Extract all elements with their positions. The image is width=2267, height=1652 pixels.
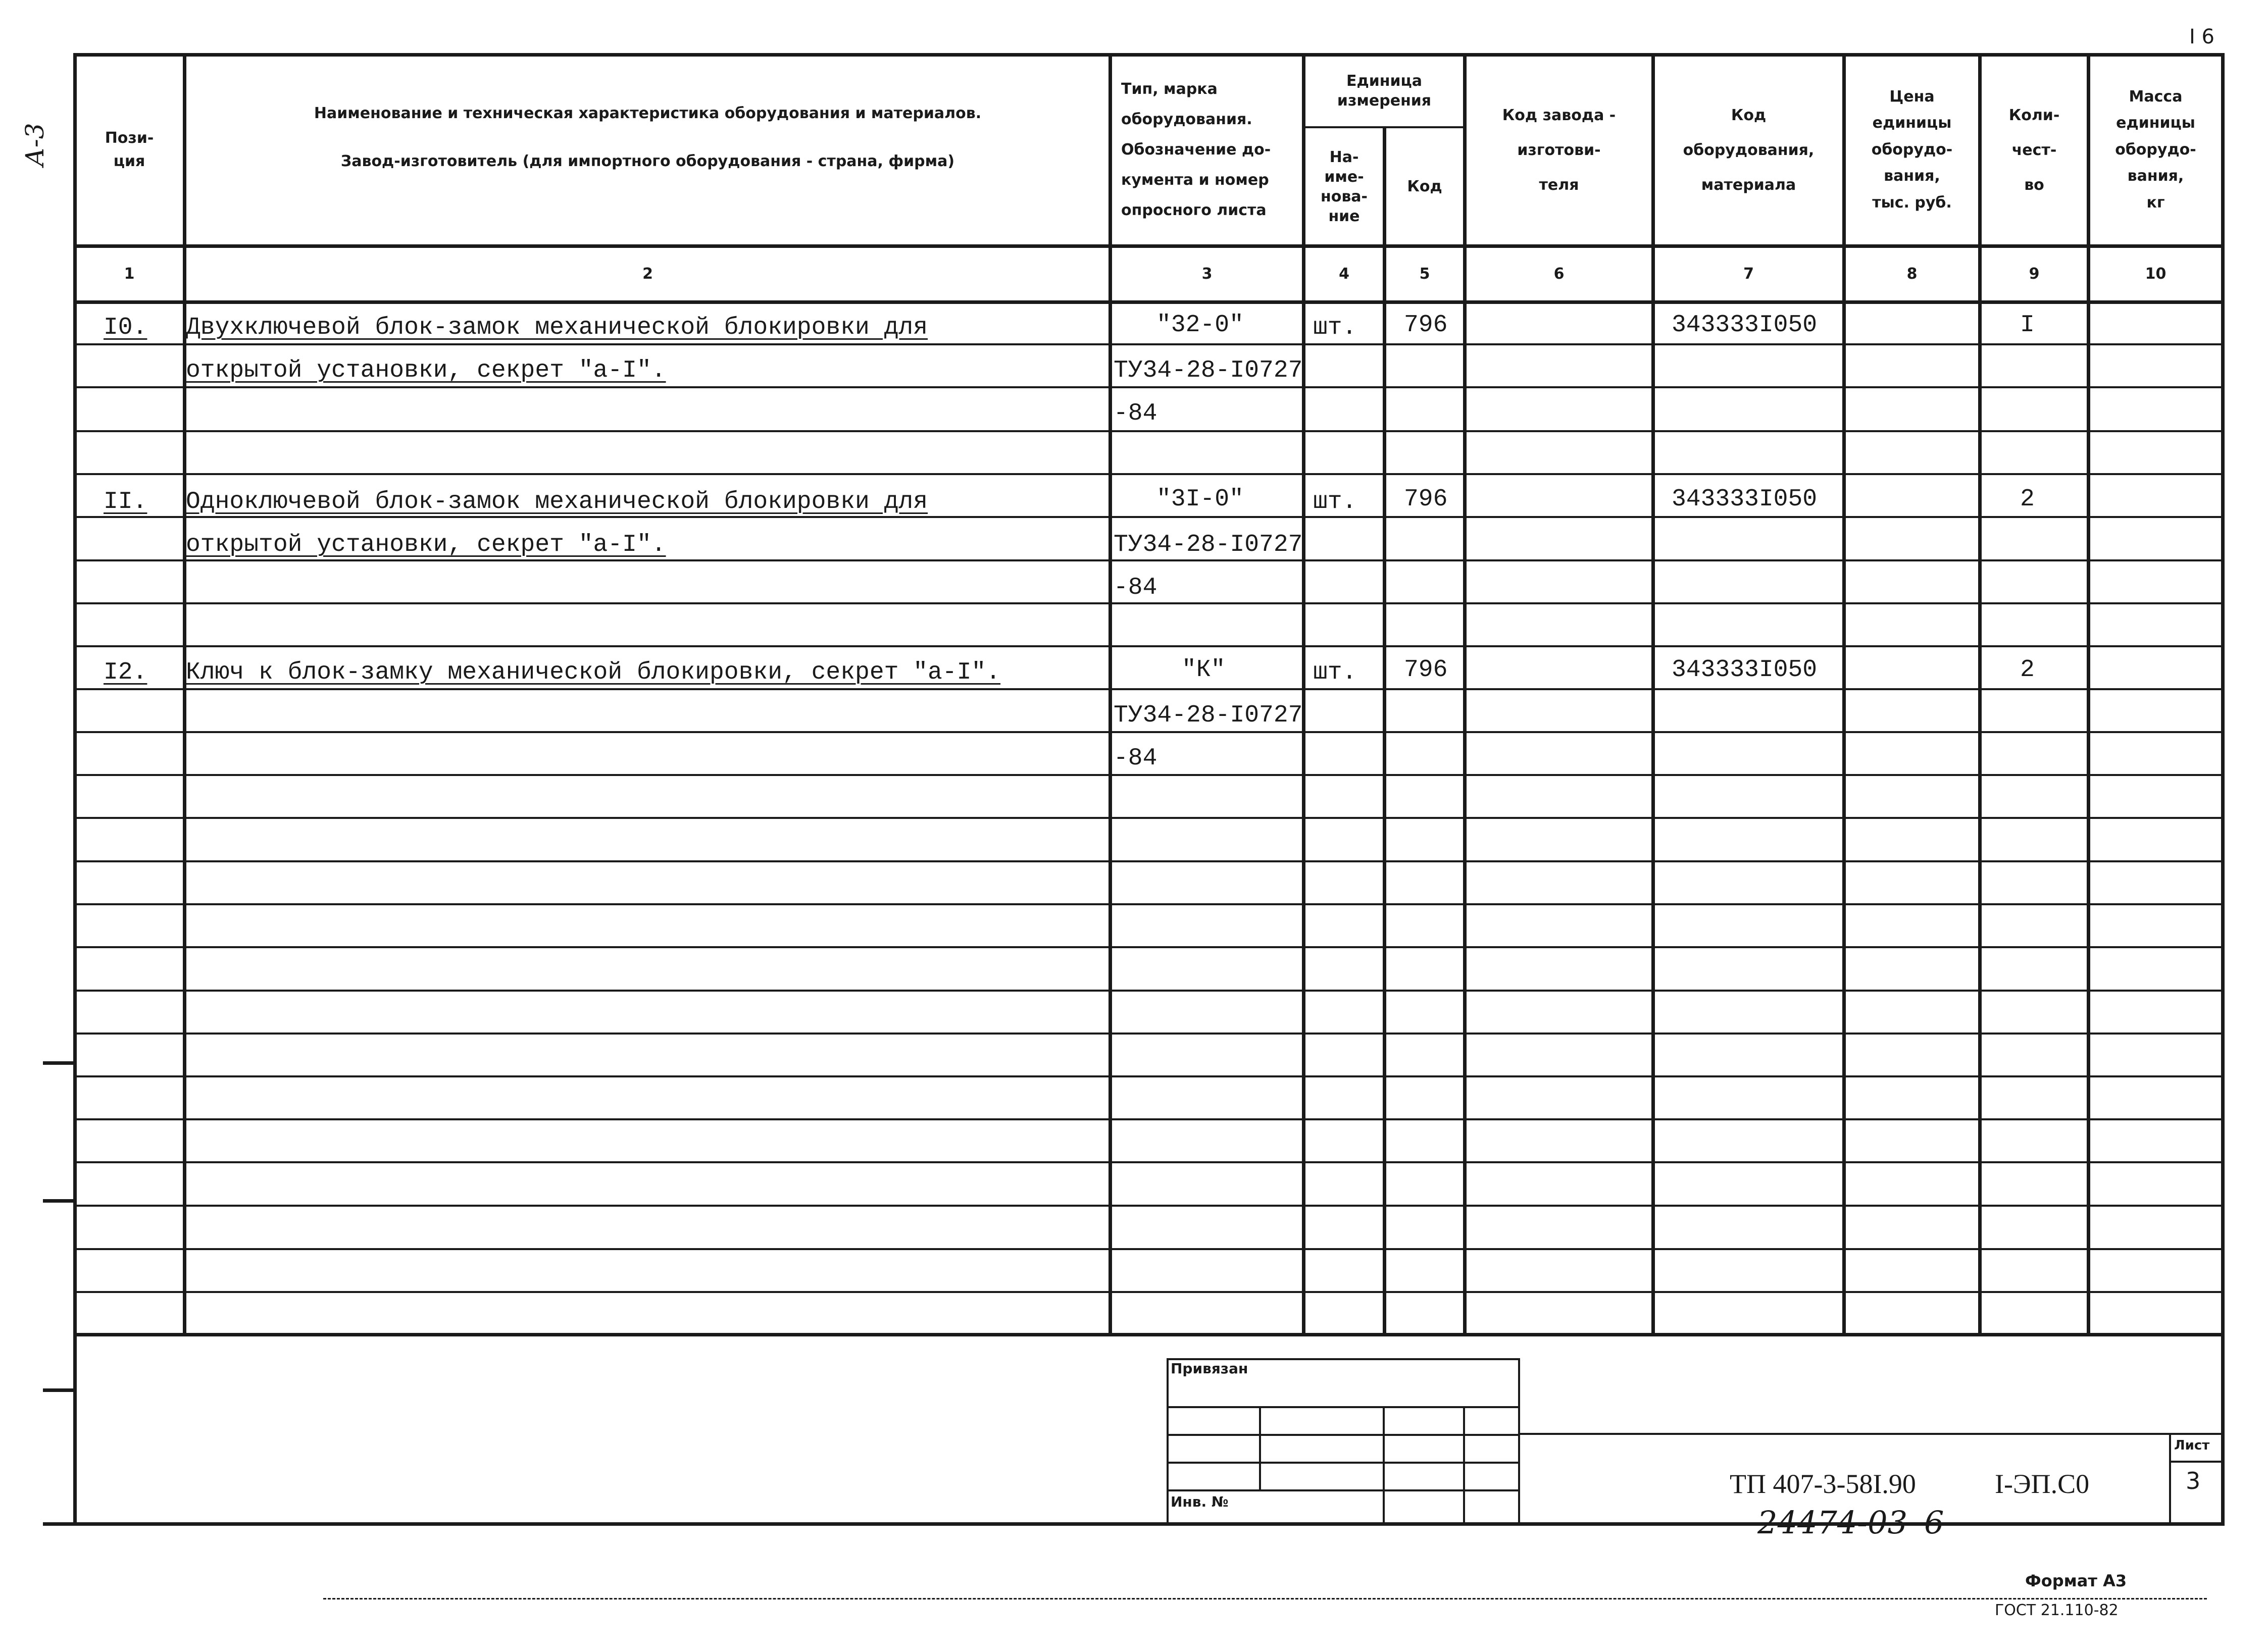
item-name-line2: открытой установки, секрет "а-I". <box>186 357 666 384</box>
col-number-9: 9 <box>2029 265 2040 283</box>
item-doc-line1: ТУ34-28-I0727 <box>1114 531 1303 558</box>
footer-divider <box>323 1598 2207 1599</box>
item-doc-line2: -84 <box>1114 574 1157 601</box>
item-doc-line1: ТУ34-28-I0727 <box>1114 357 1303 384</box>
header-name-line1: Наименование и техническая характеристика оборудования и материалов. <box>314 104 982 122</box>
item-unit: шт. <box>1313 314 1357 341</box>
item-type: "32-0" <box>1156 312 1244 339</box>
item-type: "К" <box>1182 656 1226 684</box>
stamp-linked-label: Привязан <box>1171 1360 1248 1377</box>
item-unit-code: 796 <box>1404 486 1448 513</box>
stamp-doc-suffix: I-ЭП.С0 <box>1995 1469 2090 1499</box>
stamp-handwritten-suffix: 6 <box>1924 1504 1944 1541</box>
item-doc-line2: -84 <box>1114 745 1157 772</box>
header-mass: Масса единицы оборудо- вания, кг <box>2115 87 2196 212</box>
item-unit: шт. <box>1313 488 1357 515</box>
stamp-sheet-label: Лист <box>2174 1438 2210 1453</box>
header-type: Тип, марка оборудования. Обозначение до- кумента и номер опросного листа <box>1121 80 1271 219</box>
item-unit-code: 796 <box>1404 312 1448 339</box>
item-equipment-code: 343333I050 <box>1672 656 1818 684</box>
col-number-10: 10 <box>2145 265 2167 283</box>
item-quantity: 2 <box>2020 656 2035 684</box>
header-quantity: Коли- чест- во <box>2008 106 2060 194</box>
col-number-2: 2 <box>642 265 653 283</box>
col-number-6: 6 <box>1553 265 1565 283</box>
col-number-8: 8 <box>1906 265 1918 283</box>
stamp-sheet-number: 3 <box>2186 1467 2201 1494</box>
item-position: I2. <box>104 659 147 686</box>
item-unit-code: 796 <box>1404 656 1448 684</box>
item-type: "3I-0" <box>1156 486 1244 513</box>
header-name-line2: Завод-изготовитель (для импортного оборудования - страна, фирма) <box>340 152 955 170</box>
item-doc-line2: -84 <box>1114 400 1157 427</box>
item-name-line2: открытой установки, секрет "а-I". <box>186 531 666 558</box>
header-unit-code: Код <box>1407 177 1442 195</box>
col-number-5: 5 <box>1419 265 1430 283</box>
item-name-line1: Одноключевой блок-замок механической блокировки для <box>186 488 928 515</box>
item-equipment-code: 343333I050 <box>1672 312 1818 339</box>
corner-mark: I 6 <box>2189 25 2214 48</box>
format-label: Формат А3 <box>2025 1571 2127 1590</box>
col-number-1: 1 <box>124 265 135 283</box>
gost-label: ГОСТ 21.110-82 <box>1995 1602 2119 1619</box>
header-unit-group: Единица измерения <box>1337 72 1432 110</box>
stamp-handwritten-number: 24474-03 <box>1757 1504 1908 1541</box>
header-unit-name: На- име- нова- ние <box>1320 148 1368 225</box>
item-position: II. <box>104 488 147 515</box>
col-number-4: 4 <box>1339 265 1349 283</box>
stamp-doc-code: ТП 407-3-58I.90 <box>1730 1469 1916 1499</box>
item-equipment-code: 343333I050 <box>1672 486 1818 513</box>
item-quantity: 2 <box>2020 486 2035 513</box>
header-price: Цена единицы оборудо- вания, тыс. руб. <box>1871 87 1953 212</box>
item-quantity: I <box>2020 312 2035 339</box>
item-name-line1: Ключ к блок-замку механической блокировки, секрет "а-I". <box>186 659 1001 686</box>
item-unit: шт. <box>1313 659 1357 686</box>
item-doc-line1: ТУ34-28-I0727 <box>1114 702 1303 729</box>
header-position: Пози- ция <box>105 129 154 170</box>
header-factory-code: Код завода - изготови- теля <box>1502 106 1616 194</box>
col-number-7: 7 <box>1743 265 1754 283</box>
stamp-inv-label: Инв. № <box>1171 1493 1229 1510</box>
item-name-line1: Двухключевой блок-замок механической блокировки для <box>186 314 928 341</box>
col-number-3: 3 <box>1201 265 1213 283</box>
item-position: I0. <box>104 314 147 341</box>
header-equipment-code: Код оборудования, материала <box>1683 106 1815 194</box>
side-label: А-3 <box>20 123 49 167</box>
